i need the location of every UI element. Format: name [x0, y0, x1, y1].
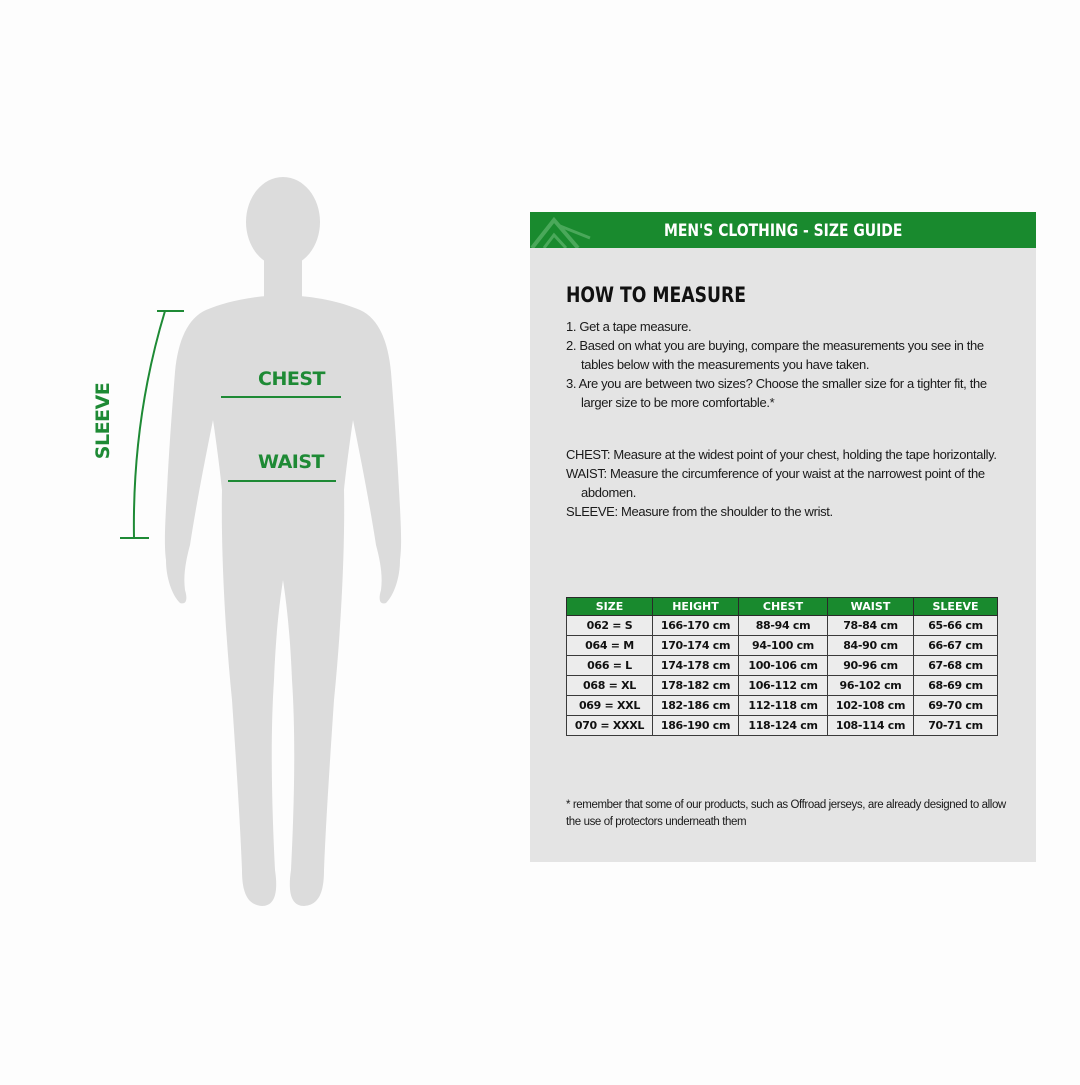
table-cell: 178-182 cm [653, 676, 739, 696]
table-cell: 90-96 cm [828, 656, 914, 676]
table-cell: 182-186 cm [653, 696, 739, 716]
table-cell: 70-71 cm [914, 716, 998, 736]
waist-label: WAIST [258, 451, 325, 473]
table-cell: 66-67 cm [914, 636, 998, 656]
table-cell: 94-100 cm [739, 636, 828, 656]
table-cell: 78-84 cm [828, 616, 914, 636]
table-cell: 069 = XXL [567, 696, 653, 716]
table-cell: 108-114 cm [828, 716, 914, 736]
waist-definition: WAIST: Measure the circumference of your waist at the narrowest point of the abdomen. [566, 466, 985, 500]
body-figure [0, 0, 520, 1080]
table-cell: 69-70 cm [914, 696, 998, 716]
table-cell: 112-118 cm [739, 696, 828, 716]
table-cell: 066 = L [567, 656, 653, 676]
size-guide-panel [530, 212, 1036, 862]
panel-header [530, 212, 1036, 248]
table-row [567, 656, 998, 676]
column-header: HEIGHT [653, 598, 739, 616]
sleeve-line [134, 311, 165, 538]
column-header: SIZE [567, 598, 653, 616]
panel-title: MEN'S CLOTHING - SIZE GUIDE [663, 221, 903, 241]
table-cell: 68-69 cm [914, 676, 998, 696]
table-cell: 84-90 cm [828, 636, 914, 656]
chest-label: CHEST [258, 368, 325, 390]
size-table [566, 597, 998, 736]
table-row [567, 616, 998, 636]
table-cell: 070 = XXXL [567, 716, 653, 736]
table-row [567, 696, 998, 716]
table-cell: 96-102 cm [828, 676, 914, 696]
table-cell: 88-94 cm [739, 616, 828, 636]
table-cell: 118-124 cm [739, 716, 828, 736]
table-row [567, 676, 998, 696]
table-header-row [567, 598, 998, 616]
table-row [567, 636, 998, 656]
step-item: 3. Are you are between two sizes? Choose the smaller size for a tighter fit, the larger size to be more comfortable.* [566, 376, 987, 410]
table-cell: 174-178 cm [653, 656, 739, 676]
column-header: WAIST [828, 598, 914, 616]
how-to-measure-heading: HOW TO MEASURE [566, 283, 747, 307]
table-cell: 186-190 cm [653, 716, 739, 736]
table-cell: 068 = XL [567, 676, 653, 696]
step-item: 1. Get a tape measure. [566, 319, 692, 334]
table-row [567, 716, 998, 736]
table-cell: 166-170 cm [653, 616, 739, 636]
table-cell: 67-68 cm [914, 656, 998, 676]
column-header: CHEST [739, 598, 828, 616]
table-cell: 102-108 cm [828, 696, 914, 716]
step-item: 2. Based on what you are buying, compare the measurements you see in the tables below with the measurements you have taken. [566, 338, 984, 372]
measure-definitions [566, 445, 1006, 521]
table-cell: 106-112 cm [739, 676, 828, 696]
measure-steps [566, 317, 1006, 412]
column-header: SLEEVE [914, 598, 998, 616]
table-cell: 65-66 cm [914, 616, 998, 636]
footnote: * remember that some of our products, such as Offroad jerseys, are already designed to allow the use of protectors underneath them [566, 799, 1006, 828]
table-cell: 064 = M [567, 636, 653, 656]
table-cell: 062 = S [567, 616, 653, 636]
sleeve-label: SLEEVE [92, 382, 114, 460]
chest-definition: CHEST: Measure at the widest point of your chest, holding the tape horizontally. [566, 447, 997, 462]
table-cell: 100-106 cm [739, 656, 828, 676]
sleeve-definition: SLEEVE: Measure from the shoulder to the wrist. [566, 504, 833, 519]
table-cell: 170-174 cm [653, 636, 739, 656]
body-silhouette [0, 0, 520, 1080]
